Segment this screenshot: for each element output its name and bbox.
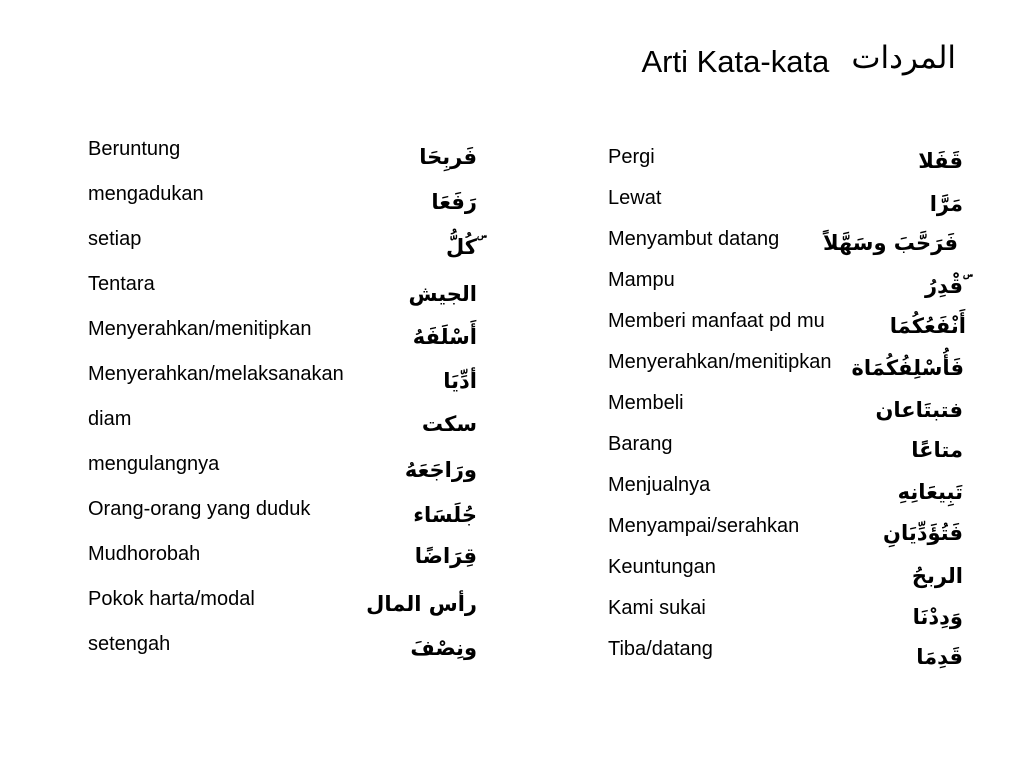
vocab-meaning: setiap	[88, 228, 142, 250]
vocab-arabic: فَرَحَّبَ وسَهَّلاً	[822, 231, 958, 255]
vocab-meaning: Menjualnya	[608, 474, 711, 496]
vocab-arabic: فتبتَاعان	[875, 398, 963, 422]
vocab-meaning: mengulangnya	[88, 453, 220, 475]
vocab-arabic: مَرَّا	[929, 192, 963, 216]
vocab-arabic: قَفَلا	[918, 149, 963, 173]
vocab-arabic: قَدِمَا	[916, 645, 963, 669]
vocab-arabic: ورَاجَعَهُ	[404, 458, 477, 482]
vocab-arabic: وَدِدْنَا	[912, 605, 963, 629]
vocab-arabic: ۜكُلُّ	[446, 235, 477, 259]
vocab-meaning: Menyampai/serahkan	[608, 515, 800, 537]
vocab-meaning: Beruntung	[88, 138, 181, 160]
vocab-meaning: Menyerahkan/menitipkan	[608, 351, 832, 373]
vocab-meaning: Pokok harta/modal	[88, 588, 255, 610]
title-arabic: المردات	[851, 40, 956, 76]
vocab-meaning: setengah	[88, 633, 171, 655]
vocab-arabic: أدِّيَا	[443, 369, 477, 393]
vocab-arabic: رَفَعَا	[431, 190, 477, 214]
vocab-arabic: قِرَاضًا	[414, 544, 477, 568]
vocab-arabic: أَسْلَفَهُ	[412, 325, 477, 349]
vocab-meaning: Mudhorobah	[88, 543, 201, 565]
vocab-arabic: سكت	[421, 412, 477, 436]
vocab-meaning: Orang-orang yang duduk	[88, 498, 311, 520]
vocab-arabic: فَتُؤَدِّيَانِ	[883, 521, 963, 545]
vocab-meaning: Menyambut datang	[608, 228, 780, 250]
vocab-arabic: متاعًا	[911, 438, 963, 462]
vocab-arabic: جُلَسَاء	[413, 503, 477, 527]
vocab-arabic: الربحُ	[911, 564, 963, 588]
vocab-arabic: تَبِيعَانِهِ	[897, 480, 963, 504]
vocab-meaning: diam	[88, 408, 132, 430]
vocab-arabic: أَنْفَعُكُمَا	[889, 314, 966, 338]
vocab-meaning: mengadukan	[88, 183, 204, 205]
vocab-meaning: Tiba/datang	[608, 638, 713, 660]
vocab-meaning: Membeli	[608, 392, 684, 414]
vocab-meaning: Mampu	[608, 269, 675, 291]
title-latin: Arti Kata-kata	[641, 44, 830, 79]
vocab-meaning: Memberi manfaat pd mu	[608, 310, 825, 332]
vocab-arabic: رأس المال	[366, 592, 477, 616]
vocab-meaning: Barang	[608, 433, 673, 455]
vocab-arabic: فَربِحَا	[419, 145, 477, 169]
vocab-meaning: Menyerahkan/menitipkan	[88, 318, 312, 340]
vocab-arabic: فَأُسْلِفُكُمَاة	[851, 356, 964, 380]
vocab-arabic: ونِصْفَ	[410, 636, 477, 660]
vocab-meaning: Pergi	[608, 146, 655, 168]
vocab-arabic: ۜقْدِرُ	[925, 274, 963, 298]
vocab-meaning: Keuntungan	[608, 556, 716, 578]
vocab-meaning: Menyerahkan/melaksanakan	[88, 363, 344, 385]
vocab-meaning: Tentara	[88, 273, 155, 295]
vocab-meaning: Kami sukai	[608, 597, 706, 619]
vocab-arabic: الجيش	[408, 282, 477, 306]
vocab-meaning: Lewat	[608, 187, 662, 209]
